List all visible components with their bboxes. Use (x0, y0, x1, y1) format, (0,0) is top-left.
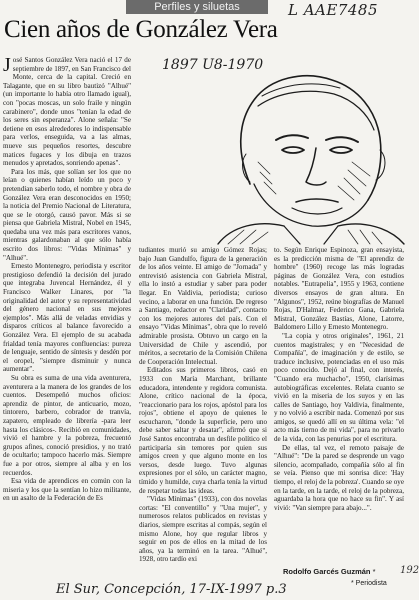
portrait-sketch-icon (188, 66, 410, 244)
paragraph: Para los más, que solían ser los que no leían o quienes habían leído un poco y pretendían saberlo todo, el nombre y obra de González Vera eran desconocidos en 1950; la noticia del Premio Nacional de Literatura, que se le otorgó, causó pavor. Más si se piensa que Gabriela Mistral, Nobel en 1945, quedaba una vez más para escritores vanos, mientras galardonaban al que sólo había escrito dos libros: "Vidas Mínimas" y "Alhué". (3, 167, 131, 262)
paragraph: Ernesto Montenegro, periodista y escritor prestigioso defendió la decisión del jurado que integraba Juvencal Hernández, él y Francisco Walker Linares, por "la originalidad del autor y su representatividad del género nacional en sus mejores ejemplos". Más allá de veladas envidias y disparos críticos al balance favorecido a González Vera. El ejemplo de su acabada frialdad tenía mayores confluencias: pureza de lenguaje, sentido de síntesis y desdén por el oropel, "siempre disminuir y nunca aumentar". (3, 262, 131, 374)
paragraph: Su obra es suma de una vida aventurera, aventurera a la manera de los grandes de los cuentos. Desempeñó muchos oficios: aprendiz de pintor, de anticuario, mozo, tintorero, barbero, cobrador de tranvía, zapatero, empleado de librería -para leer hasta los clásicos-. Recibió en comunidades, vivió el hambre y la pobreza, frecuentó grupos afines, conoció presidios, y no trató de ocultarlo; tampoco hacerlo más. Siempre fue a por otros, siempre al alba y en los recuerdos. (3, 373, 131, 477)
paragraph: osé Santos González Vera nació el 17 de septiembre de 1897, en San Francisco del Monte, cerca de la capital. Creció en Talagante, que en su libro bautizó "Alhué" (un importante lo había otro llamado igual), con "pocas moscas, un solo fraile y ningún carabinero", donde unos "tenían la edad de los seres sin esperanza". Alone señala: "Se detiene en esos alrededores lo indispensable para verlos, enseguida, va a las almas, mueve sus pequeños resortes, descubre matices fugaces y los dibuja en trazos menudos y apretados, sonriendo apenas". (3, 56, 131, 168)
paragraph: Editados sus primeros libros, casó en 1933 con María Marchant, brillante educadora, intendente y regidora comunista. Alone, crítico nacional de la época, "reaccionario para los rojos, apóstol para los rojos", obtiene el apoyo de quienes le escucharon, "donde la superficie, pero uno debe saber saltar y desatar", afirmó que si José Santos encontraba un desfile político el participaría sin temores por quien sus amigos creen y que alguno monte en los versos, desde luego. Tuvo algunas expresiones por el sólo, un carácter magno, tímido y humilde, cuya charla tenía la virtud de respetar todas las ideas. (139, 366, 267, 495)
drop-cap: J (3, 54, 11, 76)
paragraph: to. Según Enrique Espinoza, gran ensayista, es la predicción misma de "El aprendiz de hombre" (1960) recoge las más logradas páginas de González Vera, con estudios notables. "Eutrapelia", 1955 y 1963, contiene diversos ensayos de gran altura. En "Algunos", 1952, reúne biografías de Manuel Rojas, D'Halmar, Federico Gana, Gabriela Mistral, González Bastías, Alone, Latorre, Baldomero Lillo y Ernesto Montenegro. (274, 246, 404, 332)
paragraph: tudiantes murió su amigo Gómez Rojas; bajo Juan Gandulfo, figura de la generación de los años veinte. El amigo de "Jornada" y entrevistó asistencia con Gabriela Mistral, ella lo instó a estudiar y saber para poder llegar. En Valdivia, periodista; curioso vecino, a laborar en una función. De regreso a Santiago, redactor en "Claridad", contacto con los mejores autores del país. Con el ensayo "Vidas Mínimas", obra que lo reveló admirable prosista. Obtuvo un cargo en la Universidad de Chile y ascendió, por méritos, a secretario de la Comisión Chilena de Cooperación Intelectual. (139, 246, 267, 366)
headline: Cien años de González Vera (4, 16, 278, 43)
handwritten-source-note: El Sur, Concepción, 17-IX-1997 p.3 (56, 582, 287, 597)
handwritten-archive-code: L AAE7485 (288, 1, 379, 19)
paragraph: "Vidas Mínimas" (1933), con dos novelas cortas: "El conventillo" y "Una mujer", y numerosos relatos publicados en revistas y diarios, siempre escritas al compás, según el mismo Alone, hoy que regular libros y seguir en pos de ellos en la mitad de los años, ya la terminó en la tarea. "Alhué", 1928, otro tardío exi (139, 495, 267, 564)
article-column-1 (3, 56, 131, 574)
section-tab: Perfiles y siluetas (126, 0, 268, 14)
article-column-3 (274, 246, 404, 564)
paragraph: Esa vida de aprendices en común con la miseria y los que la sentían lo hizo militante, en un asalto de la Federación de Es (3, 477, 131, 503)
paragraph: De ellas, tal vez, el remoto paisaje de "Alhué": "De la pared se desprende un vago silencio, acompañado, compañía sólo al fin se veía. Pienso que mi sonrisa dice: 'Hay tiempo, el reloj de la pobreza'. Cuando se oye en la tarde, en la tarde, el reloj de la pobreza, aguardaba la hora que no hace su fin". Y así vivió: "Van siempre para abajo...". (274, 443, 404, 512)
author-affiliation: * Periodista (351, 580, 387, 587)
handwritten-dates: 1897 U8-1970 (162, 57, 264, 73)
paragraph: "La copia y otros originales", 1961, 21 cuentos magistrales; y en "Necesidad de Compañía", de imaginación y de estilo, se traduce inclusive, potenciadas en el uso más poco conocido. Dejó al final, con interés, "Cuando era muchacho", 1950, clarísimas autobiográficas excelentes. Relata cuanto se vivió en la miseria de los suyos y en las calles de Santiago, hoy Valdivia, finalmente, y no volvió a escribir nada. Comenzó por sus amigos, se quedó allí en su última vela: "el acto más tierno de mi vida", para no privarlo de la vida, con las penurias por el escritura. (274, 331, 404, 444)
byline: Rodolfo Garcés Guzmán * (283, 567, 376, 576)
handwritten-margin-note: 192 (400, 565, 419, 576)
article-column-2 (139, 246, 267, 576)
byline-marker: * (372, 567, 376, 576)
